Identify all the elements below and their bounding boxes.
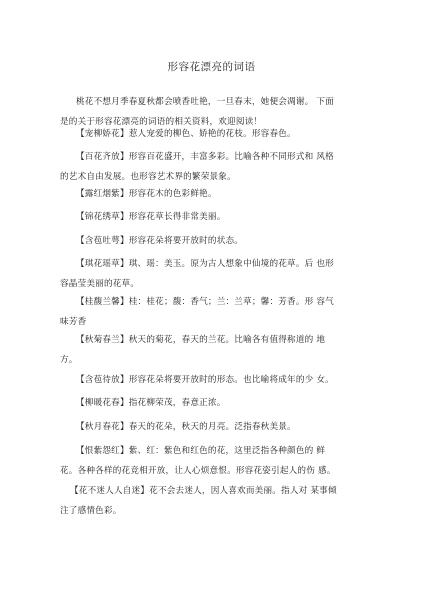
intro-line-1: 桃花不想月季春夏秋都会喷香吐艳，一旦春末，她便会凋谢。 下面	[76, 97, 334, 107]
entry-12	[60, 441, 376, 481]
entry-line: 【琪花瑶草】琪、瑶：美玉。原为古人想象中仙境的花草。后 也形	[76, 259, 334, 269]
entry-line: 花。各种各样的花竞相开放，让人心烦意恨。形容花姿引起人的伤 感。	[60, 466, 336, 476]
entry-3	[76, 184, 376, 204]
entry-line: 【秋菊春兰】秋天的菊花，春天的兰花。比喻各有值得称道的 地	[76, 335, 326, 345]
entry-4	[76, 207, 376, 227]
entry-line: 【百花齐放】形容百花盛开，丰富多彩。比喻各种不同形式和 风格	[76, 152, 334, 162]
document-title: 形容花漂亮的词语	[167, 61, 256, 73]
entry-line: 的艺术自由发展。也形容艺术界的繁荣景象。	[60, 172, 236, 182]
intro-line-2: 是的关于形容花漂亮的词语的相关资料，欢迎阅读！	[60, 117, 263, 127]
entry-line: 方。	[60, 355, 78, 365]
entry-9	[76, 370, 376, 390]
entry-line: 味芳香	[60, 317, 87, 327]
entry-8	[60, 330, 376, 370]
entry-line: 【含苞吐萼】形容花朵将要开放时的状态。	[76, 236, 244, 246]
entry-2	[60, 147, 376, 187]
entry-line: 【柳暖花春】指花柳荣茂，春意正浓。	[76, 398, 226, 408]
entry-11	[76, 417, 376, 437]
entry-6	[60, 254, 376, 294]
entry-line: 【花不迷人人自迷】花不会去迷人，因人喜欢而美丽。指人对 某事倾	[70, 486, 337, 496]
entry-line: 容晶莹美丽的花草。	[60, 279, 140, 289]
entry-13	[60, 481, 370, 521]
entry-line: 【桂馥兰馨】桂：桂花；馥：香气；兰：兰草；馨：芳香。形 容气	[76, 297, 334, 307]
entry-line: 【宠柳娇花】惹人宠爱的柳色、娇艳的花枝。形容春色。	[76, 129, 296, 139]
entry-5	[76, 231, 376, 251]
entry-line: 【锦花绣草】形容花草长得非常美丽。	[76, 212, 226, 222]
entry-7	[60, 292, 376, 332]
entry-line: 注了感情色彩。	[60, 506, 122, 516]
entry-line: 【含苞待放】形容花朵将要开放时的形态。也比喻将成年的少 女。	[76, 375, 334, 385]
entry-10	[76, 393, 376, 413]
entry-line: 【秋月春花】春天的花朵，秋天的月亮。泛指春秋美景。	[76, 422, 296, 432]
entry-1	[76, 124, 376, 144]
entry-line: 【恨紫怨红】紫、红：紫色和红色的花，这里泛指各种颜色的 鲜	[76, 446, 326, 456]
entry-line: 【露红烟紫】形容花木的色彩鲜艳。	[76, 189, 217, 199]
